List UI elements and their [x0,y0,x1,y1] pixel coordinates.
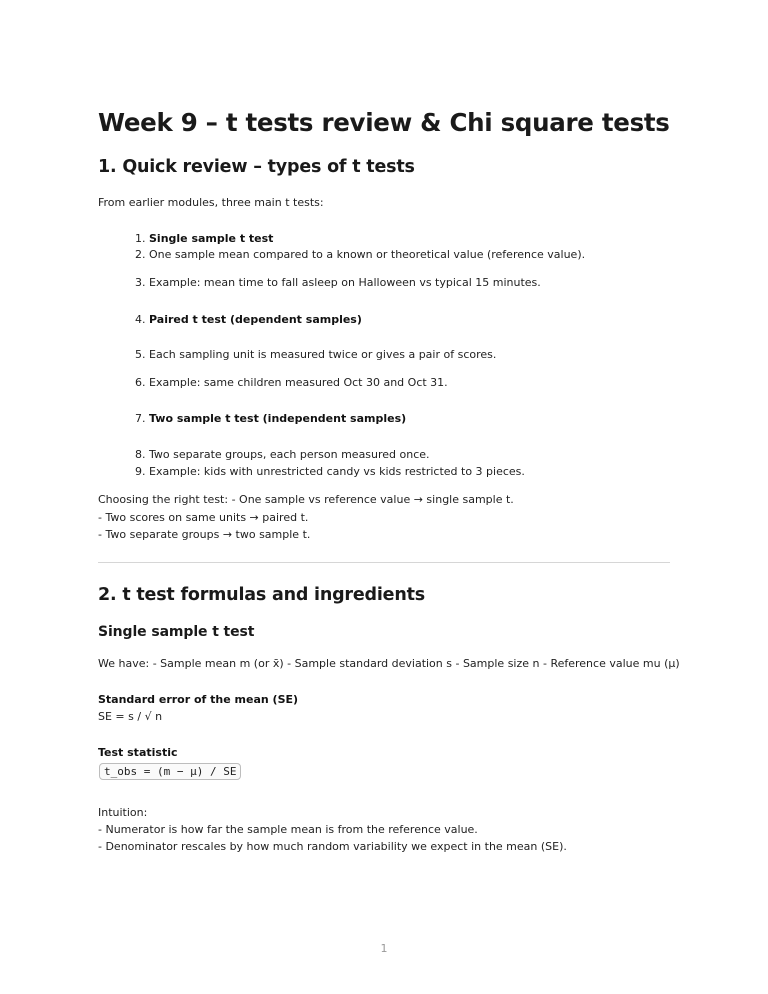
list-item: 3. Example: mean time to fall asleep on Halloween vs typical 15 minutes. [135,276,541,289]
list-item: 7. Two sample t test (independent samples) [135,412,407,425]
section-1-intro: From earlier modules, three main t tests: [98,196,324,209]
section-divider [98,562,670,563]
choosing-line: - Two separate groups → two sample t. [98,528,311,541]
single-sample-subheading: Single sample t test [98,624,255,640]
list-item: 2. One sample mean compared to a known or theoretical value (reference value). [135,248,586,261]
intuition-line: - Numerator is how far the sample mean is from the reference value. [98,823,478,836]
intuition-label: Intuition: [98,806,148,819]
se-label: Standard error of the mean (SE) [98,693,299,706]
document-title: Week 9 – t tests review & Chi square tests [98,108,670,137]
page-number: 1 [380,942,388,955]
list-item: 4. Paired t test (dependent samples) [135,313,362,326]
test-statistic-label: Test statistic [98,746,178,759]
section-2-heading: 2. t test formulas and ingredients [98,585,425,605]
intuition-line: - Denominator rescales by how much random variability we expect in the mean (SE). [98,840,567,853]
list-item: 6. Example: same children measured Oct 30 and Oct 31. [135,376,448,389]
se-formula: SE = s / √ n [98,710,163,723]
list-item: 5. Each sampling unit is measured twice or gives a pair of scores. [135,348,497,361]
test-statistic-formula-box [99,760,241,779]
list-item: 8. Two separate groups, each person measured once. [135,448,430,461]
choosing-line: - Two scores on same units → paired t. [98,511,309,524]
choosing-line: Choosing the right test: - One sample vs reference value → single sample t. [98,493,514,506]
list-item: 1. Single sample t test [135,232,274,245]
section-1-heading: 1. Quick review – types of t tests [98,157,415,177]
list-item: 9. Example: kids with unrestricted candy vs kids restricted to 3 pieces. [135,465,525,478]
ingredients-paragraph: We have: - Sample mean m (or x̄) - Sample standard deviation s - Sample size n - Reference value mu (μ) [98,657,680,670]
test-statistic-formula: t_obs = (m − μ) / SE [99,763,241,780]
